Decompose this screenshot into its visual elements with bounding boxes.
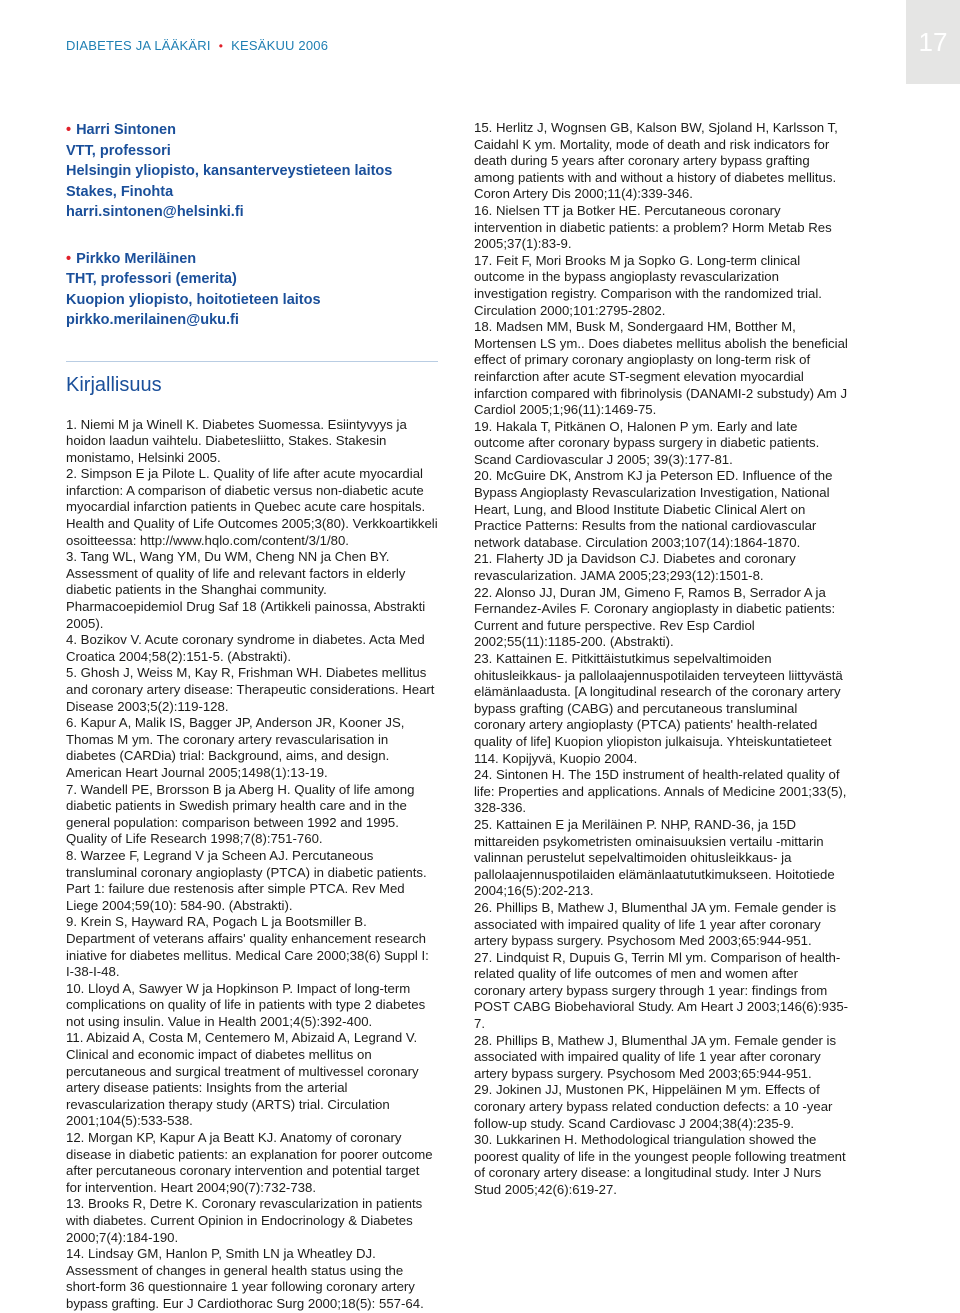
reference-item: 1. Niemi M ja Winell K. Diabetes Suomessa. Esiintyvyys ja hoidon laadun vaihtelu. Diabetesliitto, Stakes. Stakesin monistamo, Helsinki 2005.	[66, 416, 407, 465]
reference-item: 26. Phillips B, Mathew J, Blumenthal JA ym. Female gender is associated with impaired quality of life 1 year after coronary artery bypass surgery. Psychosom Med 2003;65:944-951.	[474, 899, 837, 949]
reference-item: 25. Kattainen E ja Meriläinen P. NHP, RAND-36, ja 15D mittareiden psykometristen ominaisuuksien vertailu -mittarin valinnan perustelut sepelvaltimoiden ohitusleikkaus- ja pallolaajennuspotilaiden elämänlaatututkimukseen. Hoitotiede 2004;16(5):202-213.	[474, 816, 835, 899]
page-number-box	[906, 0, 960, 84]
reference-item: 2. Simpson E ja Pilote L. Quality of life after acute myocardial infarction: A comparison of diabetic versus non-diabetic acute myocardial infarction patients in Quebec acute care hospitals. Health and Quality of Life Outcomes 2005;3(80). Verkkoartikkeli osoitteessa: http://www.hqlo.com/content/3/1/80.	[66, 466, 438, 548]
reference-item: 27. Lindquist R, Dupuis G, Terrin Ml ym. Comparison of health-related quality of life outcomes of men and women after coronary artery bypass surgery through 1 year: findings from POST CABG Biobehavioral Study. Am Heart J 2003;146(6):935-7.	[474, 949, 849, 1032]
reference-item: 12. Morgan KP, Kapur A ja Beatt KJ. Anatomy of coronary disease in diabetic patients: an explanation for poorer outcome after percutaneous coronary intervention and potential target for intervention. Heart 2004;90(7):732-738.	[66, 1130, 433, 1195]
author-block-1	[66, 120, 438, 223]
reference-item: 22. Alonso JJ, Duran JM, Gimeno F, Ramos B, Serrador A ja Fernandez-Aviles F. Coronary angioplasty in diabetic patients: Current and future perspective. Rev Esp Cardiol 2002;55(11):1185-200. (Abstrakti).	[474, 584, 836, 650]
reference-item: 17. Feit F, Mori Brooks M ja Sopko G. Long-term clinical outcome in the bypass angioplasty revascularization investigation registry. Comparison with the randomized trial. Circulation 2000;101:2795-2802.	[474, 252, 822, 318]
reference-item: 11. Abizaid A, Costa M, Centemero M, Abizaid A, Legrand V. Clinical and economic impact of diabetes mellitus on percutaneous and surgical treatment of multivessel coronary artery disease patients: Insights from the arterial revascularization therapy study (ARTS) trial. Circulation 2001;104(5):533-538.	[66, 1030, 419, 1129]
reference-item: 10. Lloyd A, Sawyer W ja Hopkinson P. Impact of long-term complications on quality of life in patients with type 2 diabetes not using insulin. Value in Health 2001;4(5):392-400.	[66, 980, 426, 1029]
author-name: • Pirkko Meriläinen	[66, 249, 438, 270]
section-divider	[66, 361, 438, 362]
reference-item: 8. Warzee F, Legrand V ja Scheen AJ. Percutaneous transluminal coronary angioplasty (PTCA) in diabetic patients. Part 1: failure due restenosis after simple PTCA. Rev Med Liege 2004;59(10): 584-90. (Abstrakti).	[66, 847, 427, 913]
reference-list-right	[474, 120, 850, 1199]
issue-date: KESÄKUU 2006	[231, 38, 329, 53]
page-number: 17	[918, 27, 948, 57]
reference-item: 23. Kattainen E. Pitkittäistutkimus sepelvaltimoiden ohitusleikkaus- ja pallolaajennuspotilaiden terveyteen liittyvästä elämänlaadusta. [A longitudinal research of the coronary artery bypass grafting (CABG) and percutaneous transluminal coronary artery angioplasty (PTCA) patients' health-related quality of life] Kuopion yliopiston julkaisuja. Yhteiskuntatieteet 114. Kopijyvä, Kuopio 2004.	[474, 651, 843, 766]
reference-item: 14. Lindsay GM, Hanlon P, Smith LN ja Wheatley DJ. Assessment of changes in general health status using the short-form 36 questionnaire 1 year following coronary artery bypass grafting. Eur J Cardiothorac Surg 2000;18(5): 557-64.	[66, 1246, 424, 1311]
author-affiliation: Helsingin yliopisto, kansanterveystieteen laitos	[66, 163, 393, 179]
reference-item: 16. Nielsen TT ja Botker HE. Percutaneous coronary intervention in diabetic patients: a problem? Horm Metab Res 2005;37(1):83-9.	[474, 202, 832, 252]
reference-item: 7. Wandell PE, Brorsson B ja Aberg H. Quality of life among diabetic patients in Swedish primary health care and in the general population: comparison between 1992 and 1995. Quality of Life Research 1998;7(8):751-760.	[66, 781, 415, 847]
reference-item: 13. Brooks R, Detre K. Coronary revascularization in patients with diabetes. Current Opinion in Endocrinology & Diabetes 2000;7(4):184-190.	[66, 1196, 423, 1245]
reference-item: 19. Hakala T, Pitkänen O, Halonen P ym. Early and late outcome after coronary bypass surgery in diabetic patients. Scand Cardiovascular J 2005; 39(3):177-81.	[474, 418, 820, 467]
reference-list-left	[66, 417, 438, 1313]
reference-item: 28. Phillips B, Mathew J, Blumenthal JA ym. Female gender is associated with impaired quality of life 1 year after coronary artery bypass surgery. Psychosom Med 2003;65:944-951.	[474, 1032, 837, 1081]
author-affiliation: Stakes, Finohta	[66, 183, 174, 200]
reference-item: 15. Herlitz J, Wognsen GB, Kalson BW, Sjoland H, Karlsson T, Caidahl K ym. Mortality, mode of death and risk indicators for death during 5 years after coronary artery bypass grafting among patients with and without a history of diabetes mellitus. Coron Artery Dis 2000;11(4):339-346.	[474, 120, 838, 202]
journal-name: DIABETES JA LÄÄKÄRI	[66, 38, 211, 53]
reference-item: 21. Flaherty JD ja Davidson CJ. Diabetes and coronary revascularization. JAMA 2005;23;293(12):1501-8.	[474, 551, 796, 584]
right-column	[474, 120, 850, 1199]
reference-item: 30. Lukkarinen H. Methodological triangulation showed the poorest quality of life in the youngest people following treatment of coronary artery disease: a longitudinal study. Inter J Nurs Stud 2005;42(6):619-27.	[474, 1132, 846, 1197]
section-title: Kirjallisuus	[66, 373, 162, 396]
author-title: VTT, professori	[66, 142, 171, 159]
author-email: harri.sintonen@helsinki.fi	[66, 204, 244, 220]
reference-item: 6. Kapur A, Malik IS, Bagger JP, Anderson JR, Kooner JS, Thomas M ym. The coronary artery revascularisation in diabetes (CARDia) trial: Background, aims, and design. American Heart Journal 2005;1498(1):13-19.	[66, 715, 405, 780]
author-email: pirkko.merilainen@uku.fi	[66, 312, 239, 328]
reference-item: 24. Sintonen H. The 15D instrument of health-related quality of life: Properties and applications. Annals of Medicine 2001;33(5), 328-336.	[474, 767, 847, 816]
reference-item: 20. McGuire DK, Anstrom KJ ja Peterson ED. Influence of the Bypass Angioplasty Revascularization Investigation, National Heart, Lung, and Blood Institute Diabetic Clinical Alert on Practice Patterns: Results from the national cardiovascular network database. Circulation 2003;107(14):1864-1870.	[474, 468, 833, 550]
author-title: THT, professori (emerita)	[66, 271, 237, 287]
running-header	[66, 38, 328, 53]
author-name: • Harri Sintonen	[66, 120, 438, 141]
reference-item: 3. Tang WL, Wang YM, Du WM, Cheng NN ja Chen BY. Assessment of quality of life and relevant factors in elderly diabetic patients in the Shanghai community. Pharmacoepidemiol Drug Saf 18 (Artikkeli painossa, Abstrakti 2005).	[66, 549, 426, 631]
bullet-dot-icon: •	[218, 39, 224, 53]
left-column	[66, 120, 438, 1313]
author-affiliation: Kuopion yliopisto, hoitotieteen laitos	[66, 291, 321, 308]
reference-item: 9. Krein S, Hayward RA, Pogach L ja Bootsmiller B. Department of veterans affairs' quality enhancement research iniative for diabetes mellitus. Medical Care 2000;38(6) Suppl I: I-38-I-48.	[66, 914, 429, 980]
reference-item: 29. Jokinen JJ, Mustonen PK, Hippeläinen M ym. Effects of coronary artery bypass related conduction defects: a 10 -year follow-up study. Scand Cardiovasc J 2004;38(4):235-9.	[474, 1082, 833, 1131]
author-block-2	[66, 249, 438, 331]
reference-item: 18. Madsen MM, Busk M, Sondergaard HM, Botther M, Mortensen LS ym.. Does diabetes mellitus abolish the beneficial effect of primary coronary angioplasty on long-term risk of reinfarction after acute ST-segment elevation myocardial infarction compared with fibrinolysis (DANAMI-2 substudy) Am J Cardiol 2005;1;96(11):1469-75.	[474, 319, 848, 418]
reference-item: 4. Bozikov V. Acute coronary syndrome in diabetes. Acta Med Croatica 2004;58(2):151-5. (Abstrakti).	[66, 632, 425, 664]
reference-item: 5. Ghosh J, Weiss M, Kay R, Frishman WH. Diabetes mellitus and coronary artery disease: Therapeutic considerations. Heart Disease 2003;5(2):119-128.	[66, 665, 435, 714]
